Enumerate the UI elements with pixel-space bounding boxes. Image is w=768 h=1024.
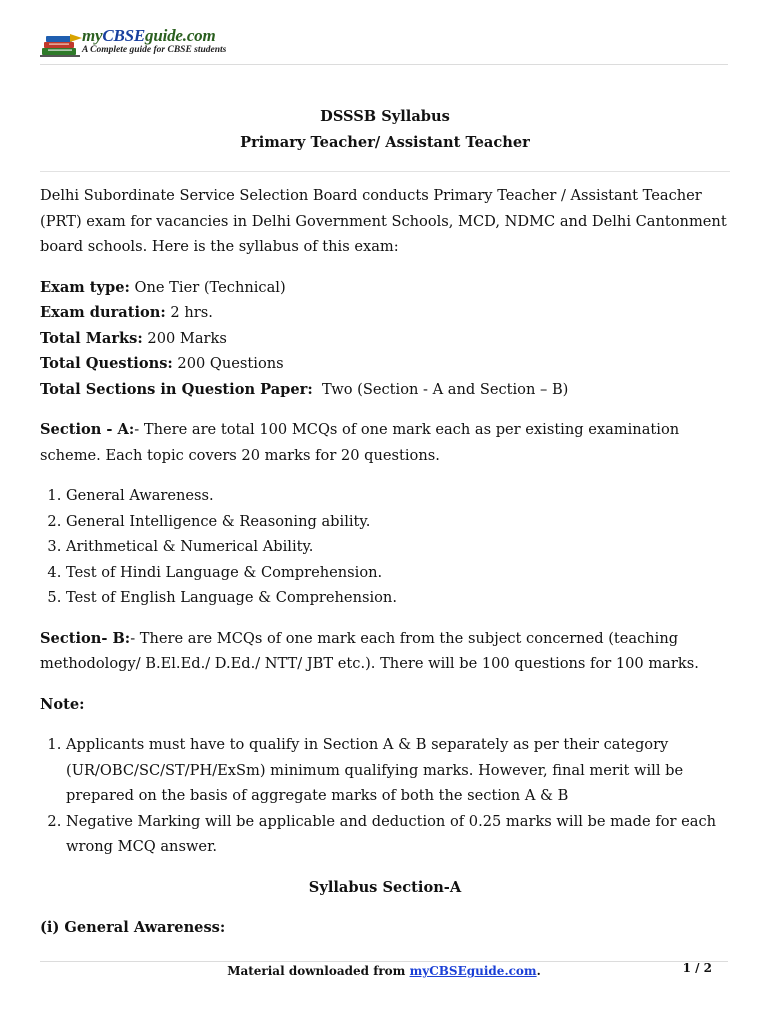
list-item: 4. Test of Hindi Language & Comprehension. [66, 560, 730, 586]
title-divider [40, 171, 730, 172]
note-heading: Note: [40, 695, 85, 713]
section-a-list [40, 483, 730, 611]
fact-exam-type: Exam type: One Tier (Technical) [40, 278, 286, 296]
list-item: 2. General Intelligence & Reasoning ability. [66, 509, 730, 535]
doc-subtitle: Primary Teacher/ Assistant Teacher [240, 133, 530, 151]
site-logo[interactable] [40, 28, 250, 60]
page-number: 1 / 2 [682, 961, 712, 975]
fact-total-sections: Total Sections in Question Paper: Two (Section - A and Section – B) [40, 380, 569, 398]
footer-link[interactable]: myCBSEguide.com [409, 964, 537, 978]
syllabus-heading: Syllabus Section-A [308, 878, 462, 896]
note-list [40, 732, 730, 860]
list-item: 3. Arithmetical & Numerical Ability. [66, 534, 730, 560]
list-item: 1. Applicants must have to qualify in Section A & B separately as per their category (UR/OBC/SC/ST/PH/ExSm) minimum qualifying marks. However, final merit will be prepared on the basis of aggregate marks of both the section A & B [66, 732, 730, 809]
page-footer [40, 961, 728, 978]
intro-paragraph: Delhi Subordinate Service Selection Board conducts Primary Teacher / Assistant Teacher (PRT) exam for vacancies in Delhi Government Schools, MCD, NDMC and Delhi Cantonment board schools. Here is the syllabus of this exam: [40, 187, 727, 255]
subsection-heading: (i) General Awareness: [40, 919, 226, 936]
books-icon [40, 30, 84, 58]
section-a-paragraph: Section - A:- There are total 100 MCQs of one mark each as per existing examination scheme. Each topic covers 20 marks for 20 questions. [40, 421, 680, 464]
document-body [40, 104, 730, 956]
list-item: 5. Test of English Language & Comprehension. [66, 585, 730, 611]
exam-facts [40, 275, 730, 403]
fact-total-marks: Total Marks: 200 Marks [40, 329, 227, 347]
page-header [40, 26, 728, 65]
fact-exam-duration: Exam duration: 2 hrs. [40, 304, 213, 321]
section-b-paragraph: Section- B:- There are MCQs of one mark each from the subject concerned (teaching methodology/ B.El.Ed./ D.Ed./ NTT/ JBT etc.). There will be 100 questions for 100 marks. [40, 629, 699, 672]
footer-note: Material downloaded from myCBSEguide.com. [227, 964, 541, 978]
doc-title: DSSSB Syllabus [320, 108, 450, 125]
fact-total-questions: Total Questions: 200 Questions [40, 355, 284, 372]
list-item: 2. Negative Marking will be applicable and deduction of 0.25 marks will be made for each wrong MCQ answer. [66, 809, 730, 860]
logo-tagline: A Complete guide for CBSE students [82, 45, 227, 55]
logo-wordmark: myCBSEguide.com [82, 26, 216, 45]
list-item: 1. General Awareness. [66, 483, 730, 509]
